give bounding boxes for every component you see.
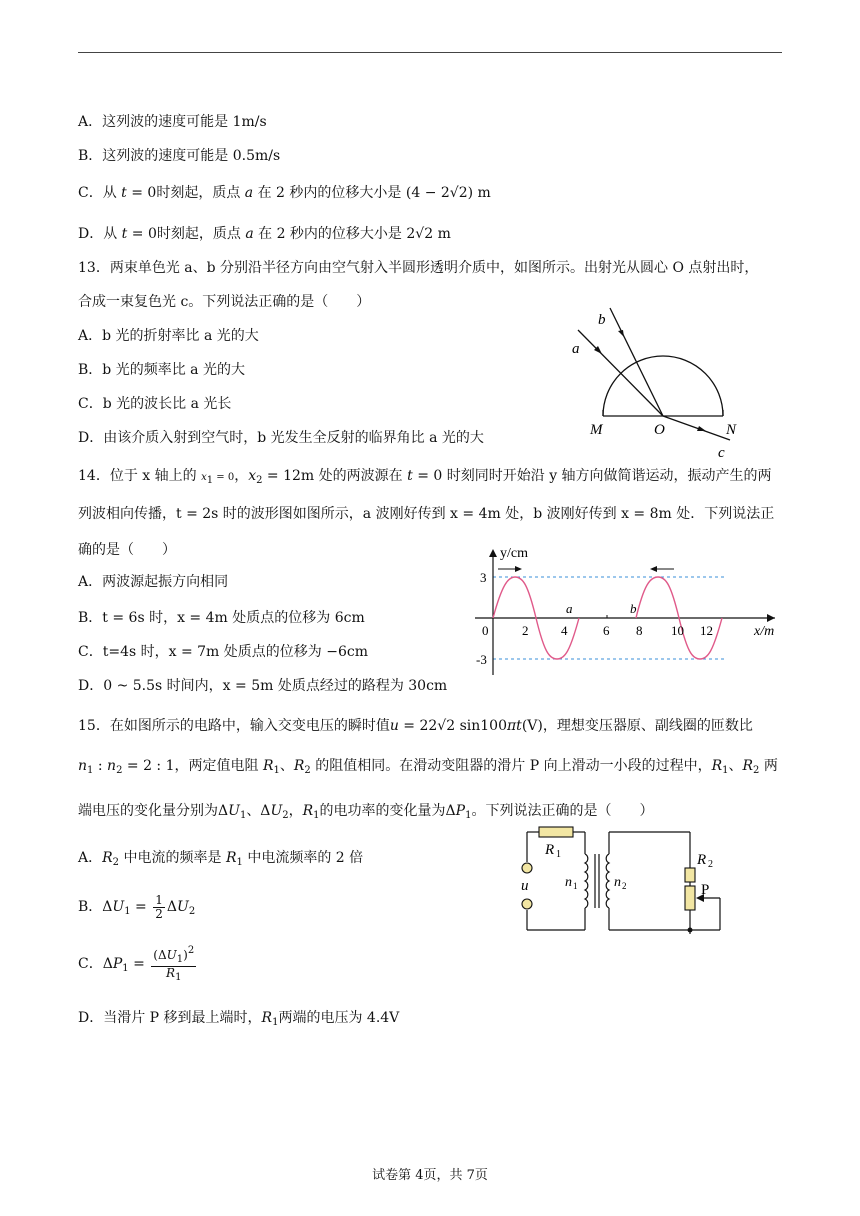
n2-label: n [614, 875, 621, 890]
q15-option-d: D．当滑片 P 移到最上端时，$R_1$两端的电压为 4.4V [78, 1010, 400, 1028]
q13-option-a: A．b 光的折射率比 a 光的大 [78, 328, 259, 344]
r2-label: R [697, 852, 707, 868]
x-axis-label: x/m [754, 624, 775, 639]
q14-stem-line3: 确的是（ ） [78, 542, 176, 558]
header-rule [78, 52, 782, 53]
y-axis-label: y/cm [500, 546, 528, 561]
q14-stem-line1: 14．位于 x 轴上的 x1 = 0，$x_2 = 12m$ 处的两波源在 t = 0 时刻同时开始沿 y 轴方向做简谐运动，振动产生的两 [78, 468, 772, 486]
q13-option-b: B．b 光的频率比 a 光的大 [78, 362, 245, 378]
point-b-label: b [630, 601, 637, 616]
xtick-2: 2 [522, 623, 529, 638]
q15-option-a: A．$R_2$ 中电流的频率是 $R_1$ 中电流频率的 2 倍 [78, 850, 364, 868]
q15-option-b: B．$\Delta U_1$ = $\frac{1}{2}$ $\Delta U_2$ [78, 892, 196, 921]
point-m-label: M [590, 422, 603, 438]
ray-c-label: c [718, 445, 725, 461]
xtick-0: 0 [482, 623, 489, 638]
point-a-label: a [566, 601, 573, 616]
ray-a-label: a [572, 341, 580, 357]
q13-option-c: C．b 光的波长比 a 光长 [78, 396, 232, 412]
r1-label: R [545, 842, 555, 858]
ytick-3: 3 [480, 570, 487, 585]
page-footer: 试卷第 4页，共 7页 [372, 1168, 488, 1183]
q14-option-b: B．t = 6s 时，x = 4m 处质点的位移为 6cm [78, 610, 365, 626]
r2-label-sub: 2 [708, 859, 713, 870]
xtick-6: 6 [603, 623, 610, 638]
xtick-10: 10 [671, 623, 684, 638]
q13-option-d: D．由该介质入射到空气时，b 光发生全反射的临界角比 a 光的大 [78, 430, 484, 446]
xtick-12: 12 [700, 623, 713, 638]
n2-label-sub: 2 [622, 881, 627, 891]
xtick-4: 4 [561, 623, 568, 638]
q14-option-d: D．0 ~ 5.5s 时间内，x = 5m 处质点经过的路程为 30cm [78, 678, 448, 694]
n1-label-sub: 1 [573, 881, 578, 891]
r1-label-sub: 1 [556, 849, 561, 860]
q14-wave-graph [470, 545, 790, 675]
q14-option-a: A．两波源起振方向相同 [78, 574, 229, 590]
q12-option-a: A．这列波的速度可能是 1m/s [78, 114, 267, 130]
q13-stem-line2: 合成一束复色光 c。下列说法正确的是（ ） [78, 294, 371, 310]
point-o-label: O [654, 422, 665, 438]
q14-option-c: C．t=4s 时，x = 7m 处质点的位移为 −6cm [78, 644, 368, 660]
q15-stem-line2: $n_1$ : $n_2 = 2$ : 1，两定值电阻 $R_1$、$R_2$ 的阻值相同。在滑动变阻器的滑片 P 向上滑动一小段的过程中，$R_1$、$R_2$ 两 [78, 758, 778, 776]
q14-stem-line2: 列波相向传播，t = 2s 时的波形图如图所示，a 波刚好传到 x = 4m 处，b 波刚好传到 x = 8m 处．下列说法正 [78, 506, 775, 522]
q15-circuit-figure [515, 822, 730, 940]
q13-stem-line1: 13．两束单色光 a、b 分别沿半径方向由空气射入半圆形透明介质中，如图所示。出射光从圆心 O 点射出时， [78, 260, 759, 276]
q15-option-c: C．$\Delta P_1$ = $\frac{(\Delta U_1)^2}{R_1}$ [78, 945, 195, 983]
q15-stem-line1: 15．在如图所示的电路中，输入交变电压的瞬时值u = 22√2 sin100πt(V)，理想变压器原、副线圈的匝数比 [78, 718, 753, 734]
n1-label: n [565, 875, 572, 890]
q12-option-d: D．从 t = 0时刻起，质点 a 在 2 秒内的位移大小是 2√2 m [78, 226, 451, 242]
ray-b-label: b [598, 312, 606, 328]
q13-semicircle-figure [560, 300, 760, 465]
xtick-8: 8 [636, 623, 643, 638]
q12-option-b: B．这列波的速度可能是 0.5m/s [78, 148, 281, 164]
point-n-label: N [726, 422, 737, 438]
ytick-neg3: -3 [476, 652, 487, 667]
slider-p-label: P [701, 882, 710, 898]
q12-option-c: C．从 t = 0时刻起，质点 a 在 2 秒内的位移大小是 (4 − 2√2) m [78, 185, 491, 201]
u-label: u [521, 878, 529, 894]
q15-stem-line3: 端电压的变化量分别为$\Delta U_1$、$\Delta U_2$，$R_1$的电功率的变化量为$\Delta P_1$。下列说法正确的是（ ） [78, 803, 654, 821]
